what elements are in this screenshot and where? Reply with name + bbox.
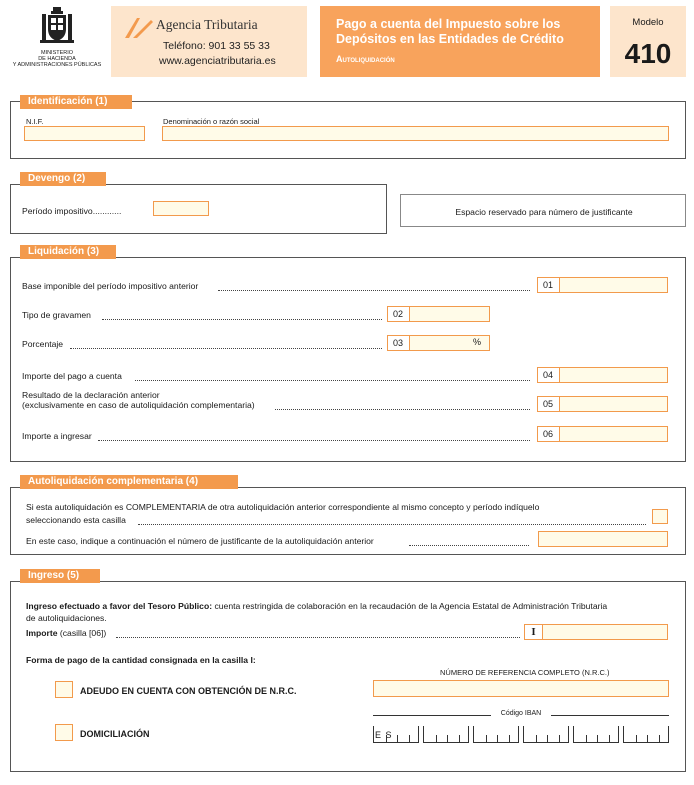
form-title-line1: Pago a cuenta del Impuesto sobre los [336, 17, 561, 31]
agency-website: www.agenciatributaria.es [159, 55, 276, 67]
form-title-block [320, 6, 600, 77]
form-subtitle: Autoliquidación [336, 54, 395, 64]
box-05: 05 [537, 396, 560, 412]
iban-rule-left [373, 715, 491, 716]
reserved-box [400, 194, 686, 227]
iban-field[interactable] [373, 726, 669, 743]
adeudo-label: ADEUDO EN CUENTA CON OBTENCIÓN DE N.R.C. [80, 686, 297, 696]
resultado-label: Resultado de la declaración anterior [22, 390, 160, 400]
dot-leader [116, 637, 520, 638]
ingreso-text-line2: de autoliquidaciones. [26, 613, 107, 623]
base-imponible-field[interactable] [559, 277, 668, 293]
percent-unit: % [473, 337, 482, 347]
iban-cell-divider [409, 735, 410, 742]
agency-phone: Teléfono: 901 33 55 33 [163, 40, 270, 52]
iban-cell-divider [386, 735, 387, 742]
ingreso-text-line1 [26, 601, 607, 611]
name-label: Denominación o razón social [163, 117, 260, 126]
box-01: 01 [537, 277, 560, 293]
agency-logo-icon [123, 16, 153, 40]
iban-group [423, 726, 469, 743]
dot-leader [102, 319, 382, 320]
justificante-anterior-field[interactable] [538, 531, 668, 547]
nrc-label: NÚMERO DE REFERENCIA COMPLETO (N.R.C.) [440, 668, 610, 677]
dot-leader [275, 409, 530, 410]
agency-name: Agencia Tributaria [156, 17, 258, 32]
domiciliacion-label: DOMICILIACIÓN [80, 729, 150, 739]
iban-cell-divider [659, 735, 660, 742]
iban-group [523, 726, 569, 743]
nif-field[interactable] [24, 126, 145, 141]
tipo-gravamen-field[interactable] [409, 306, 490, 322]
complementaria-checkbox[interactable] [652, 509, 668, 524]
iban-cell-divider [447, 735, 448, 742]
iban-group [573, 726, 619, 743]
box-02: 02 [387, 306, 410, 322]
box-03: 03 [387, 335, 410, 351]
devengo-title: Devengo (2) [20, 172, 106, 186]
nif-label: N.I.F. [26, 117, 44, 126]
iban-cell-divider [547, 735, 548, 742]
iban-cell-divider [559, 735, 560, 742]
iban-cell-divider [397, 735, 398, 742]
period-label: Período impositivo............ [22, 206, 122, 216]
coat-of-arms-icon [39, 6, 75, 46]
adeudo-checkbox[interactable] [55, 681, 73, 698]
resultado-sublabel: (exclusivamente en caso de autoliquidación complementaria) [22, 400, 255, 410]
iban-cell-divider [647, 735, 648, 742]
complementaria-title: Autoliquidación complementaria (4) [20, 475, 238, 489]
form-title-line2: Depósitos en las Entidades de Crédito [336, 32, 564, 46]
dot-leader [98, 440, 530, 441]
dot-leader [138, 524, 646, 525]
importe-mark-box [524, 624, 543, 640]
name-field[interactable] [162, 126, 669, 141]
iban-rule-right [551, 715, 669, 716]
dot-leader [135, 380, 530, 381]
importe-label-rest: (casilla [06]) [57, 628, 107, 638]
iban-prefix: E S [375, 730, 393, 740]
porcentaje-field[interactable] [409, 335, 490, 351]
tipo-gravamen-label: Tipo de gravamen [22, 310, 91, 320]
model-label: Modelo [632, 17, 664, 28]
ingreso-text-rest: cuenta restringida de colaboración en la recaudación de la Agencia Estatal de Administración Tributaria [212, 601, 608, 611]
porcentaje-label: Porcentaje [22, 339, 64, 349]
iban-cell-divider [486, 735, 487, 742]
importe-field[interactable] [542, 624, 668, 640]
base-imponible-label: Base imponible del período impositivo anterior [22, 281, 199, 291]
ministry-name: MINISTERIO DE HACIENDA Y ADMINISTRACIONES PÚBLICAS [12, 50, 102, 69]
importe-label-bold: Importe [26, 628, 58, 638]
importe-mark: I [531, 626, 536, 638]
iban-cell-divider [586, 735, 587, 742]
importe-label [26, 628, 106, 638]
ingreso-title: Ingreso (5) [20, 569, 100, 583]
iban-label: Código IBAN [500, 710, 542, 717]
agency-block [111, 6, 307, 77]
importe-pago-field[interactable] [559, 367, 668, 383]
iban-cell-divider [536, 735, 537, 742]
importe-pago-label: Importe del pago a cuenta [22, 371, 122, 381]
dot-leader [409, 545, 529, 546]
domiciliacion-checkbox[interactable] [55, 724, 73, 741]
box-06: 06 [537, 426, 560, 442]
justificante-anterior-label: En este caso, indique a continuación el número de justificante de la autoliquidación anterior [26, 536, 374, 546]
importe-ingresar-label: Importe a ingresar [22, 431, 92, 441]
dot-leader [70, 348, 382, 349]
importe-ingresar-field[interactable] [559, 426, 668, 442]
ingreso-text-bold: Ingreso efectuado a favor del Tesoro Público: [26, 601, 213, 611]
iban-cell-divider [459, 735, 460, 742]
iban-cell-divider [609, 735, 610, 742]
resultado-field[interactable] [559, 396, 668, 412]
iban-cell-divider [509, 735, 510, 742]
identificacion-title: Identificación (1) [20, 95, 132, 109]
iban-group [373, 726, 419, 743]
reserved-text: Espacio reservado para número de justificante [455, 207, 633, 217]
iban-cell-divider [636, 735, 637, 742]
liquidacion-title: Liquidación (3) [20, 245, 116, 259]
ministry-logo [8, 6, 106, 76]
dot-leader [218, 290, 530, 291]
iban-cell-divider [436, 735, 437, 742]
complementaria-text-line2: seleccionando esta casilla [26, 515, 126, 525]
iban-group [623, 726, 669, 743]
model-number: 410 [624, 38, 672, 69]
nrc-field[interactable] [373, 680, 669, 697]
iban-header [373, 710, 669, 720]
iban-cells [373, 726, 669, 743]
iban-cell-divider [597, 735, 598, 742]
model-block [610, 6, 686, 77]
iban-cell-divider [497, 735, 498, 742]
period-field[interactable] [153, 201, 209, 216]
forma-pago-label: Forma de pago de la cantidad consignada en la casilla I: [26, 655, 256, 665]
complementaria-text-line1: Si esta autoliquidación es COMPLEMENTARIA de otra autoliquidación anterior correspondiente al mismo concepto y período indíquelo [26, 502, 540, 512]
box-04: 04 [537, 367, 560, 383]
iban-group [473, 726, 519, 743]
